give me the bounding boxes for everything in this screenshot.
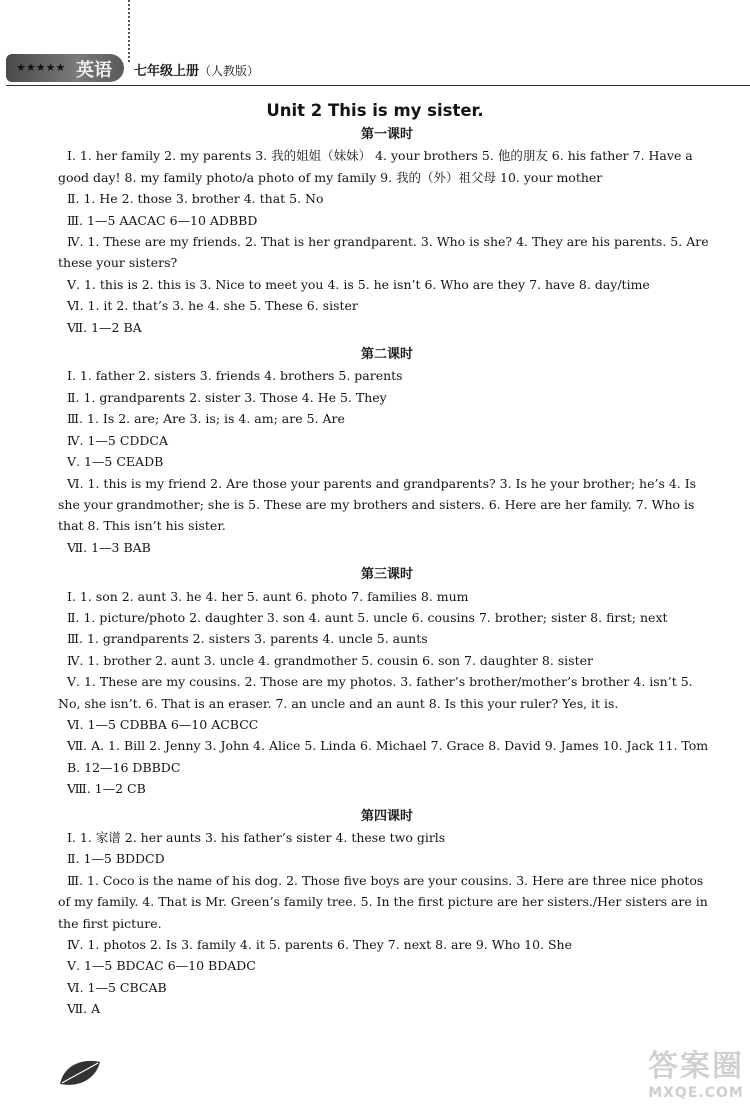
answer-line: Ⅲ. 1. grandparents 2. sisters 3. parents 4. uncle 5. aunts	[67, 631, 428, 647]
answer-line: Ⅰ. 1. 家谱 2. her aunts 3. his father’s sister 4. these two girls	[67, 830, 446, 845]
leaf-page-icon	[58, 1058, 102, 1088]
grade-text: 七年级上册	[134, 64, 200, 79]
unit-title: Unit 2 This is my sister.	[266, 101, 484, 120]
section-heading: 第四课时	[360, 808, 413, 824]
answer-content	[58, 124, 716, 1020]
answer-line: Ⅳ. 1—5 CDDCA	[67, 432, 169, 448]
section-heading: 第一课时	[360, 127, 413, 142]
answer-line: Ⅱ. 1. He 2. those 3. brother 4. that 5. No	[67, 191, 324, 207]
answer-line: Ⅰ. 1. her family 2. my parents 3. 我的姐姐（妹妹） 4. your brothers 5. 他的朋友 6. his father 7. Have a good day! 8. my family photo/a photo of my family 9. 我的（外）祖父母 10. your mother	[58, 148, 693, 185]
subject-badge	[6, 54, 124, 82]
section-heading: 第二课时	[360, 347, 413, 363]
answer-line: Ⅴ. 1. These are my cousins. 2. Those are my photos. 3. father’s brother/mother’s brother 4. isn’t 5. No, she isn’t. 6. That is an eraser. 7. an uncle and an aunt 8. Is this your ruler? Yes, it is.	[58, 674, 693, 711]
subject-label: 英语	[76, 60, 112, 81]
answer-line: Ⅴ. 1—5 CEADB	[67, 454, 164, 470]
answer-line: Ⅰ. 1. son 2. aunt 3. he 4. her 5. aunt 6. photo 7. families 8. mum	[67, 588, 469, 604]
grade-label	[134, 60, 259, 79]
answer-line: Ⅴ. 1. this is 2. this is 3. Nice to meet you 4. is 5. he isn’t 6. Who are they 7. have 8. day/time	[67, 276, 650, 292]
answer-line: Ⅶ. 1—2 BA	[67, 319, 142, 335]
answer-line: Ⅶ. A. 1. Bill 2. Jenny 3. John 4. Alice 5. Linda 6. Michael 7. Grace 8. David 9. James 10. Jack 11. Tom	[67, 738, 709, 754]
answer-line: Ⅱ. 1—5 BDDCD	[67, 851, 165, 867]
answer-line: Ⅱ. 1. picture/photo 2. daughter 3. son 4. aunt 5. uncle 6. cousins 7. brother; sister 8. first; next	[67, 609, 668, 625]
answer-line: Ⅷ. 1—2 CB	[67, 781, 146, 797]
answer-line: Ⅵ. 1—5 CDBBA 6—10 ACBCC	[67, 716, 259, 732]
answer-line: Ⅵ. 1. it 2. that’s 3. he 4. she 5. These 6. sister	[67, 298, 358, 314]
answer-line: Ⅲ. 1. Coco is the name of his dog. 2. Those five boys are your cousins. 3. Here are three nice photos of my family. 4. That is Mr. Green’s family tree. 5. In the first picture are her sisters./Her sisters are in the first picture.	[58, 872, 708, 931]
edition-text: （人教版）	[199, 64, 260, 78]
answer-line: Ⅶ. 1—3 BAB	[67, 539, 151, 555]
answer-line: Ⅳ. 1. photos 2. Is 3. family 4. it 5. parents 6. They 7. next 8. are 9. Who 10. She	[67, 937, 572, 953]
answer-line: Ⅵ. 1—5 CBCAB	[67, 979, 167, 995]
page-header	[0, 52, 750, 88]
watermark-url: MXQE.COM	[648, 1085, 744, 1101]
answer-line: Ⅲ. 1—5 AACAC 6—10 ADBBD	[67, 212, 258, 228]
answer-line: Ⅳ. 1. brother 2. aunt 3. uncle 4. grandmother 5. cousin 6. son 7. daughter 8. sister	[67, 652, 593, 668]
watermark-text: 答案圈	[648, 1049, 744, 1084]
header-divider	[6, 85, 750, 86]
answer-line: Ⅰ. 1. father 2. sisters 3. friends 4. brothers 5. parents	[67, 368, 403, 384]
answer-line: Ⅲ. 1. Is 2. are; Are 3. is; is 4. am; are 5. Are	[67, 411, 345, 427]
answer-line: B. 12—16 DBBDC	[67, 759, 181, 775]
watermark	[648, 1041, 744, 1101]
answer-line: Ⅱ. 1. grandparents 2. sister 3. Those 4. He 5. They	[67, 389, 387, 405]
difficulty-stars: ★★★★★	[16, 61, 66, 74]
section-heading: 第三课时	[360, 567, 413, 583]
answer-line: Ⅶ. A	[67, 1001, 101, 1017]
answer-line: Ⅵ. 1. this is my friend 2. Are those your parents and grandparents? 3. Is he your brother; he’s 4. Is she your grandmother; she is 5. These are my brothers and sisters. 6. Here are her family. 7. Who is that 8. This isn’t his sister.	[58, 475, 697, 534]
answer-line: Ⅴ. 1—5 BDCAC 6—10 BDADC	[67, 958, 256, 974]
answer-line: Ⅳ. 1. These are my friends. 2. That is her grandparent. 3. Who is she? 4. They are his parents. 5. Are these your sisters?	[58, 234, 709, 271]
